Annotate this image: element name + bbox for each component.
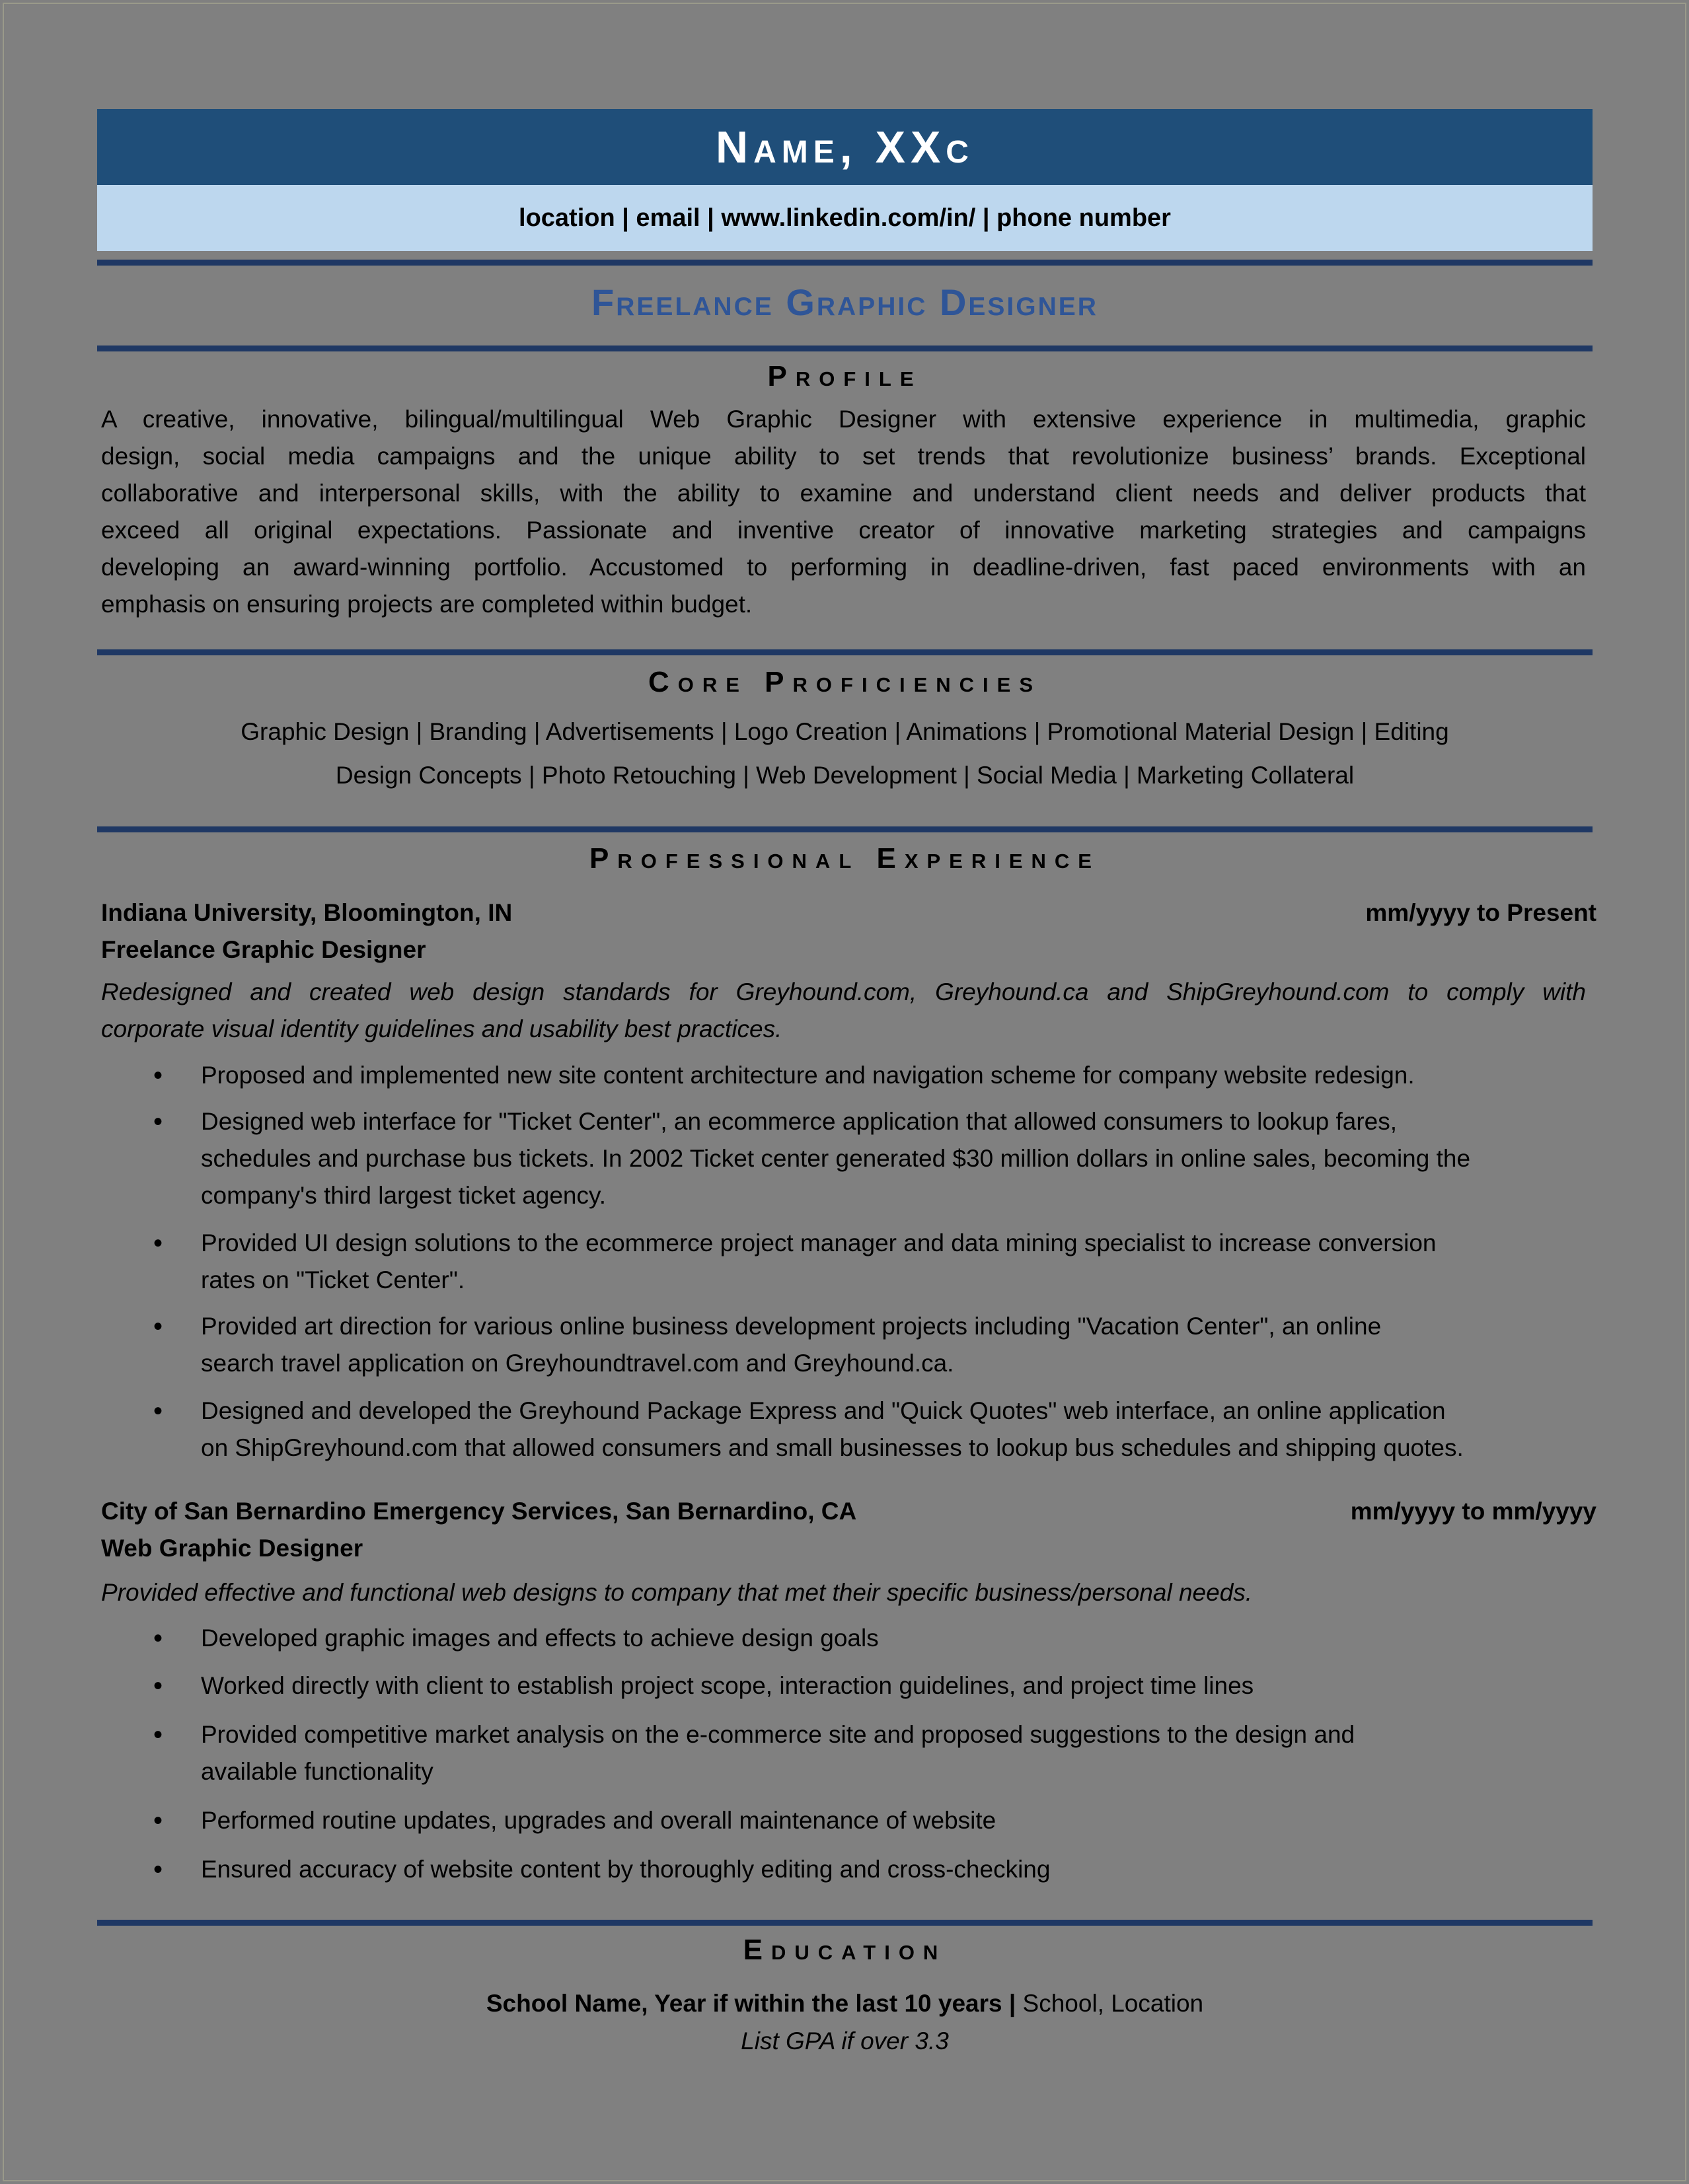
school-name: School Name, Year if within the last 10 years | — [486, 1990, 1016, 2017]
profile-line: design, social media campaigns and the unique ability to set trends that revolutionize business’ brands. Exceptional — [101, 443, 1586, 470]
bullet-icon: • — [153, 1624, 163, 1653]
profile-line: A creative, innovative, bilingual/multilingual Web Graphic Designer with extensive experience in multimedia, graphic — [101, 406, 1586, 433]
bullet-icon: • — [153, 1806, 163, 1835]
bullet-text: Designed web interface for "Ticket Center", an ecommerce application that allowed consumers to lookup fares, — [201, 1108, 1398, 1135]
bullet-item — [153, 1057, 1566, 1094]
experience-heading: Professional Experience — [589, 842, 1100, 875]
bullet-text: available functionality — [201, 1758, 433, 1785]
bullet-text: Ensured accuracy of website content by thoroughly editing and cross-checking — [201, 1856, 1051, 1883]
bullet-icon: • — [153, 1855, 163, 1884]
bullet-item — [159, 1430, 1566, 1467]
profile-text — [101, 401, 1586, 623]
candidate-name: Name, XXc — [716, 122, 974, 172]
bullet-item — [159, 1345, 1566, 1382]
bullet-icon: • — [153, 1397, 163, 1426]
job-header — [97, 1493, 1600, 1530]
job-header — [97, 894, 1600, 931]
bullet-icon: • — [153, 1107, 163, 1136]
bullet-text: Provided competitive market analysis on the e-commerce site and proposed suggestions to the design and — [201, 1721, 1355, 1748]
bullet-item — [153, 1620, 1566, 1657]
bullet-text: company's third largest ticket agency. — [201, 1182, 607, 1209]
job-role: Freelance Graphic Designer — [101, 936, 426, 963]
job-dates: mm/yyyy to Present — [1365, 899, 1596, 926]
school-location: School, Location — [1016, 1990, 1204, 2017]
contact-banner — [97, 185, 1593, 251]
job-title: Freelance Graphic Designer — [591, 281, 1098, 323]
education-heading: Education — [743, 1934, 947, 1966]
profile-line: collaborative and interpersonal skills, with the ability to examine and understand client needs and deliver products that — [101, 480, 1586, 507]
bullet-text: on ShipGreyhound.com that allowed consumers and small businesses to lookup bus schedules and shipping quotes. — [201, 1434, 1464, 1461]
bullet-item — [153, 1716, 1566, 1753]
job-summary: Provided effective and functional web designs to company that met their specific business/personal needs. — [101, 1579, 1253, 1606]
bullet-item — [159, 1753, 1566, 1790]
bullet-text: Provided art direction for various online business development projects including "Vacation Center", an online — [201, 1313, 1382, 1340]
profile-line: developing an award-winning portfolio. Accustomed to performing in deadline-driven, fast paced environments with an — [101, 554, 1586, 581]
bullet-text: Performed routine updates, upgrades and overall maintenance of website — [201, 1807, 996, 1834]
bullet-item — [153, 1851, 1566, 1888]
contact-info: location | email | www.linkedin.com/in/ | phone number — [519, 203, 1171, 232]
profile-heading: Profile — [767, 360, 922, 392]
bullet-item — [159, 1140, 1566, 1177]
core-proficiencies — [97, 713, 1593, 794]
bullet-text: Developed graphic images and effects to achieve design goals — [201, 1624, 879, 1652]
bullet-item — [153, 1667, 1566, 1704]
bullet-item — [153, 1103, 1566, 1140]
job-dates: mm/yyyy to mm/yyyy — [1350, 1498, 1596, 1525]
bullet-text: Proposed and implemented new site content architecture and navigation scheme for company website redesign. — [201, 1062, 1415, 1089]
bullet-text: search travel application on Greyhoundtravel.com and Greyhound.ca. — [201, 1350, 954, 1377]
divider — [97, 260, 1593, 266]
bullet-icon: • — [153, 1229, 163, 1258]
bullet-text: Worked directly with client to establish project scope, interaction guidelines, and project time lines — [201, 1672, 1254, 1699]
divider — [97, 826, 1593, 832]
job-summary: Redesigned and created web design standards for Greyhound.com, Greyhound.ca and ShipGreyhound.com to comply with — [101, 978, 1586, 1005]
name-banner — [97, 109, 1593, 185]
bullet-text: schedules and purchase bus tickets. In 2002 Ticket center generated $30 million dollars in online sales, becoming the — [201, 1145, 1471, 1172]
education-school — [97, 1985, 1593, 2022]
core-line: Graphic Design | Branding | Advertisements | Logo Creation | Animations | Promotional Material Design | Editing — [241, 718, 1449, 745]
bullet-item — [153, 1802, 1566, 1839]
job-role: Web Graphic Designer — [101, 1535, 363, 1562]
bullet-item — [159, 1262, 1566, 1299]
bullet-icon: • — [153, 1720, 163, 1749]
core-line: Design Concepts | Photo Retouching | Web Development | Social Media | Marketing Collateral — [335, 762, 1355, 789]
bullet-icon: • — [153, 1061, 163, 1090]
bullet-text: Provided UI design solutions to the ecommerce project manager and data mining specialist to increase conversion — [201, 1229, 1437, 1256]
education-gpa: List GPA if over 3.3 — [741, 2027, 949, 2055]
divider — [97, 346, 1593, 351]
bullet-item — [159, 1177, 1566, 1214]
employer: City of San Bernardino Emergency Services, San Bernardino, CA — [101, 1498, 857, 1525]
bullet-item — [153, 1225, 1566, 1262]
bullet-icon: • — [153, 1671, 163, 1700]
divider — [97, 649, 1593, 655]
divider — [97, 1920, 1593, 1926]
bullet-icon: • — [153, 1312, 163, 1341]
job-summary: corporate visual identity guidelines and usability best practices. — [101, 1015, 782, 1042]
profile-line: exceed all original expectations. Passionate and inventive creator of innovative marketing strategies and campaigns — [101, 517, 1586, 544]
bullet-text: Designed and developed the Greyhound Package Express and "Quick Quotes" web interface, an online application — [201, 1397, 1446, 1424]
bullet-item — [153, 1393, 1566, 1430]
bullet-item — [153, 1308, 1566, 1345]
core-heading: Core Proficiencies — [648, 666, 1041, 698]
employer: Indiana University, Bloomington, IN — [101, 899, 513, 926]
profile-line: emphasis on ensuring projects are completed within budget. — [101, 591, 753, 618]
bullet-text: rates on "Ticket Center". — [201, 1266, 465, 1293]
